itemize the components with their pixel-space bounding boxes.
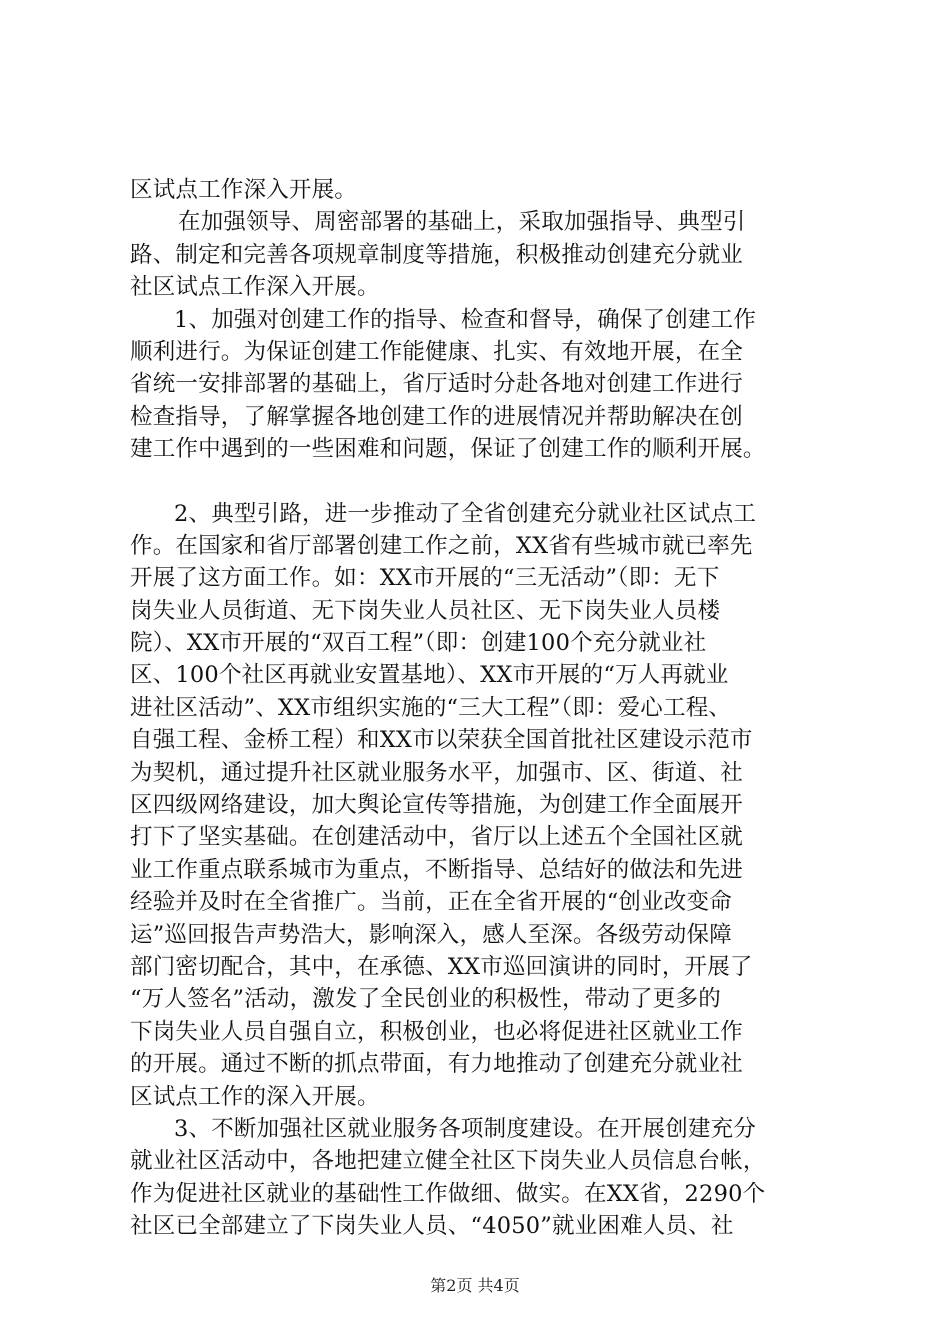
document-body bbox=[130, 174, 840, 1243]
text-line: 进社区活动”、XX市组织实施的“三大工程”（即：爱心工程、 bbox=[130, 694, 732, 721]
text-line: 区四级网络建设，加大舆论宣传等措施，为创建工作全面展开 bbox=[130, 792, 743, 819]
text-line: 就业社区活动中，各地把建立健全社区下岗失业人员信息台帐， bbox=[130, 1148, 766, 1175]
text-line: 部门密切配合，其中，在承德、XX市巡回演讲的同时，开展了 bbox=[130, 953, 753, 980]
text-line: 业工作重点联系城市为重点，不断指导、总结好的做法和先进 bbox=[130, 856, 743, 883]
text-line: “万人签名”活动，激发了全民创业的积极性，带动了更多的 bbox=[130, 986, 721, 1013]
paragraph-gap bbox=[130, 466, 840, 498]
paragraph-start-line: 2、典型引路，进一步推动了全省创建充分就业社区试点工 bbox=[174, 500, 757, 527]
text-line: 为契机，通过提升社区就业服务水平，加强市、区、街道、社 bbox=[130, 759, 743, 786]
text-line: 打下了坚实基础。在创建活动中，省厅以上述五个全国社区就 bbox=[130, 824, 743, 851]
text-line: 运”巡回报告声势浩大，影响深入，感人至深。各级劳动保障 bbox=[130, 921, 732, 948]
text-line: 社区试点工作深入开展。 bbox=[130, 274, 380, 301]
text-line: 的开展。通过不断的抓点带面，有力地推动了创建充分就业社 bbox=[130, 1051, 743, 1078]
paragraph-start-line: 1、加强对创建工作的指导、检查和督导，确保了创建工作 bbox=[174, 306, 757, 333]
text-line: 作。在国家和省厅部署创建工作之前，XX省有些城市就已率先 bbox=[130, 532, 753, 559]
paragraph-start-line: 在加强领导、周密部署的基础上，采取加强指导、典型引 bbox=[178, 209, 746, 236]
text-line: 路、制定和完善各项规章制度等措施，积极推动创建充分就业 bbox=[130, 241, 743, 268]
paragraph-start-line: 3、不断加强社区就业服务各项制度建设。在开展创建充分 bbox=[174, 1115, 757, 1142]
text-line: 作为促进社区就业的基础性工作做细、做实。在XX省，2290个 bbox=[130, 1180, 766, 1207]
text-line: 下岗失业人员自强自立，积极创业，也必将促进社区就业工作 bbox=[130, 1018, 743, 1045]
text-line: 社区已全部建立了下岗失业人员、“4050”就业困难人员、社 bbox=[130, 1213, 734, 1240]
text-line: 自强工程、金桥工程）和XX市以荣获全国首批社区建设示范市 bbox=[130, 727, 753, 754]
text-line: 开展了这方面工作。如：XX市开展的“三无活动”（即：无下 bbox=[130, 565, 720, 592]
page-number-footer: 第2页 共4页 bbox=[430, 1276, 520, 1295]
text-line: 检查指导，了解掌握各地创建工作的进展情况并帮助解决在创 bbox=[130, 403, 743, 430]
text-line: 省统一安排部署的基础上，省厅适时分赴各地对创建工作进行 bbox=[130, 371, 743, 398]
text-line: 岗失业人员街道、无下岗失业人员社区、无下岗失业人员楼 bbox=[130, 597, 721, 624]
text-line: 经验并及时在全省推广。当前，正在全省开展的“创业改变命 bbox=[130, 889, 732, 916]
text-line: 区、100个社区再就业安置基地）、XX市开展的“万人再就业 bbox=[130, 662, 729, 689]
text-line: 院）、XX市开展的“双百工程”（即：创建100个充分就业社 bbox=[130, 630, 707, 657]
text-line: 区试点工作的深入开展。 bbox=[130, 1083, 380, 1110]
text-line: 顺利进行。为保证创建工作能健康、扎实、有效地开展，在全 bbox=[130, 338, 743, 365]
text-line: 建工作中遇到的一些困难和问题，保证了创建工作的顺利开展。 bbox=[130, 436, 766, 463]
text-line: 区试点工作深入开展。 bbox=[130, 177, 358, 203]
